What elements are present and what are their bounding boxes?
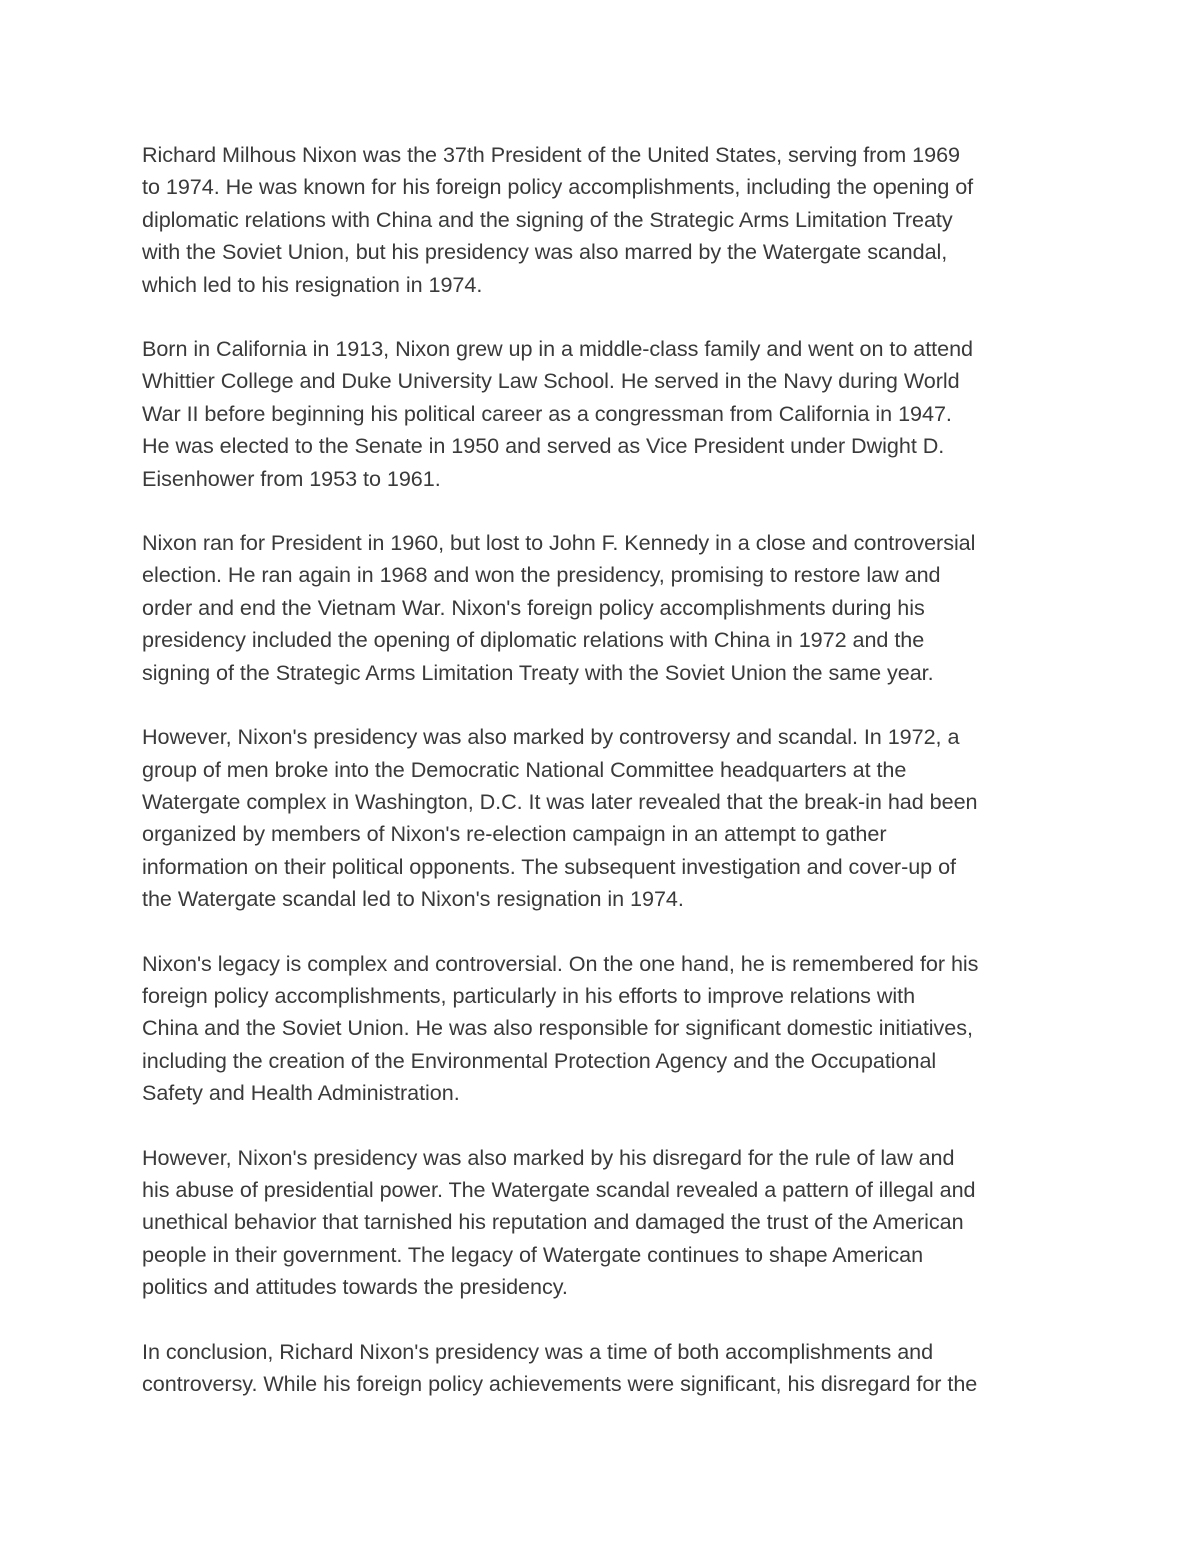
text-line: Richard Milhous Nixon was the 37th President of the United States, serving from 1969 bbox=[142, 142, 960, 167]
text-line: information on their political opponents. The subsequent investigation and cover-up of bbox=[142, 853, 956, 879]
text-line: organized by members of Nixon's re-election campaign in an attempt to gather bbox=[142, 821, 887, 847]
paragraph-conclusion bbox=[142, 1336, 1072, 1401]
paragraph-abuse-of-power bbox=[142, 1142, 1072, 1304]
text-line: Nixon's legacy is complex and controversial. On the one hand, he is remembered for his bbox=[142, 950, 979, 976]
document-body bbox=[142, 139, 1072, 1400]
text-line: controversy. While his foreign policy achievements were significant, his disregard for the bbox=[142, 1371, 978, 1396]
text-line: Eisenhower from 1953 to 1961. bbox=[142, 465, 441, 491]
text-line: group of men broke into the Democratic National Committee headquarters at the bbox=[142, 756, 907, 782]
paragraph-early-life bbox=[142, 333, 1072, 495]
text-line: War II before beginning his political career as a congressman from California in 1947. bbox=[142, 400, 952, 426]
text-line: signing of the Strategic Arms Limitation Treaty with the Soviet Union the same year. bbox=[142, 659, 934, 685]
text-line: Watergate complex in Washington, D.C. It was later revealed that the break-in had been bbox=[142, 788, 978, 814]
text-line: China and the Soviet Union. He was also responsible for significant domestic initiatives, bbox=[142, 1015, 973, 1041]
text-line: which led to his resignation in 1974. bbox=[142, 271, 483, 297]
text-line: people in their government. The legacy of Watergate continues to shape American bbox=[142, 1241, 924, 1267]
text-line: unethical behavior that tarnished his reputation and damaged the trust of the American bbox=[142, 1209, 964, 1235]
text-line: Whittier College and Duke University Law School. He served in the Navy during World bbox=[142, 368, 960, 394]
text-line: to 1974. He was known for his foreign policy accomplishments, including the opening of bbox=[142, 174, 974, 200]
text-line: diplomatic relations with China and the signing of the Strategic Arms Limitation Treaty bbox=[142, 206, 953, 232]
text-line: foreign policy accomplishments, particularly in his efforts to improve relations with bbox=[142, 982, 916, 1008]
paragraph-intro bbox=[142, 139, 1072, 301]
text-line: the Watergate scandal led to Nixon's resignation in 1974. bbox=[142, 886, 684, 912]
text-line: with the Soviet Union, but his presidency was also marred by the Watergate scandal, bbox=[142, 239, 948, 265]
text-line: presidency included the opening of diplomatic relations with China in 1972 and the bbox=[142, 627, 925, 653]
text-line: politics and attitudes towards the presidency. bbox=[142, 1274, 568, 1300]
text-line: However, Nixon's presidency was also marked by his disregard for the rule of law and bbox=[142, 1144, 955, 1170]
text-line: his abuse of presidential power. The Watergate scandal revealed a pattern of illegal and bbox=[142, 1176, 976, 1202]
paragraph-watergate bbox=[142, 721, 1072, 915]
text-line: election. He ran again in 1968 and won the presidency, promising to restore law and bbox=[142, 562, 941, 588]
text-line: Born in California in 1913, Nixon grew up in a middle-class family and went on to attend bbox=[142, 336, 974, 362]
text-line: Nixon ran for President in 1960, but lost to John F. Kennedy in a close and controversial bbox=[142, 530, 976, 556]
text-line: order and end the Vietnam War. Nixon's foreign policy accomplishments during his bbox=[142, 594, 925, 620]
text-line: However, Nixon's presidency was also marked by controversy and scandal. In 1972, a bbox=[142, 724, 960, 750]
text-line: Safety and Health Administration. bbox=[142, 1080, 460, 1106]
text-line: including the creation of the Environmental Protection Agency and the Occupational bbox=[142, 1047, 937, 1073]
text-line: In conclusion, Richard Nixon's presidency was a time of both accomplishments and bbox=[142, 1338, 934, 1364]
paragraph-elections bbox=[142, 527, 1072, 689]
paragraph-legacy bbox=[142, 948, 1072, 1110]
text-line: He was elected to the Senate in 1950 and served as Vice President under Dwight D. bbox=[142, 433, 945, 459]
